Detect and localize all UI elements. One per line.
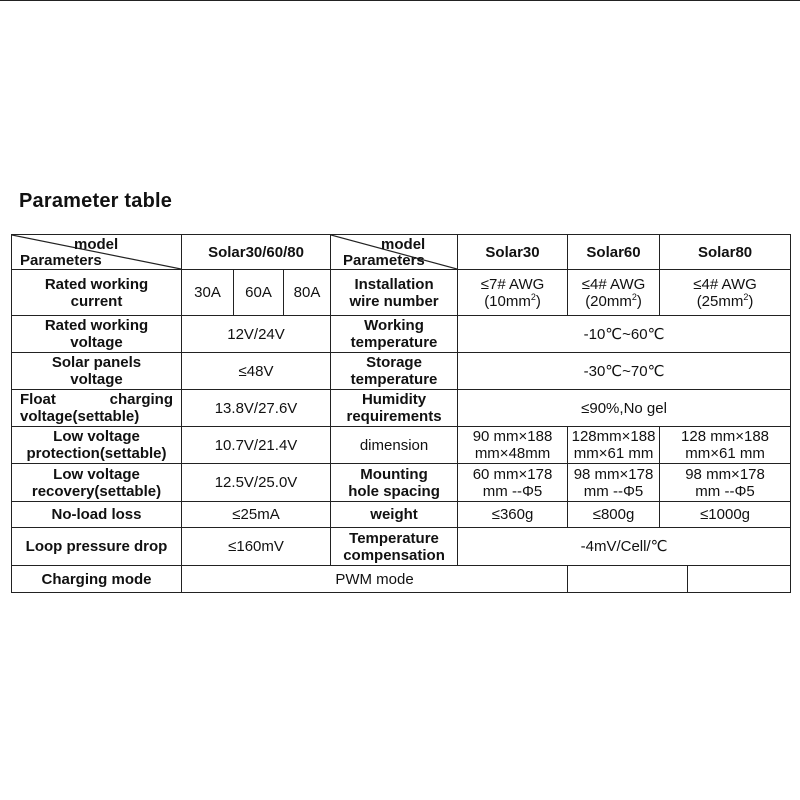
- dimension-solar60: 128mm×188 mm×61 mm: [568, 427, 660, 464]
- dimension-solar30: 90 mm×188 mm×48mm: [458, 427, 568, 464]
- parameter-table: [11, 234, 791, 593]
- solar30-header: Solar30: [458, 235, 568, 270]
- solar-voltage-label: Solar panels voltage: [12, 353, 182, 390]
- wire-solar60: ≤4# AWG $(20mm^2)$: [568, 270, 660, 316]
- model-label: model: [74, 236, 119, 253]
- humidity-value: ≤90%,No gel: [458, 390, 791, 427]
- no-load-label: No-load loss: [12, 502, 182, 528]
- parameters-label: Parameters: [343, 252, 425, 269]
- storage-temp-value: -30℃~70℃: [458, 353, 791, 390]
- solar80-header: Solar80: [660, 235, 791, 270]
- temp-comp-label: Temperature compensation: [331, 528, 458, 566]
- empty-cell: [568, 566, 688, 593]
- temp-comp-value: -4mV/Cell/℃: [458, 528, 791, 566]
- current-60a: 60A: [234, 270, 284, 316]
- working-temp-value: -10℃~60℃: [458, 316, 791, 353]
- loop-drop-value: ≤160mV: [182, 528, 331, 566]
- table-row: [12, 464, 791, 502]
- page-title: Parameter table: [19, 190, 173, 212]
- mounting-label: Mounting hole spacing: [331, 464, 458, 502]
- low-protection-label: Low voltage protection(settable): [12, 427, 182, 464]
- solar-voltage-value: ≤48V: [182, 353, 331, 390]
- table-row: [12, 390, 791, 427]
- solar60-header: Solar60: [568, 235, 660, 270]
- dimension-label: dimension: [331, 427, 458, 464]
- dimension-solar80: 128 mm×188 mm×61 mm: [660, 427, 791, 464]
- low-recovery-label: Low voltage recovery(settable): [12, 464, 182, 502]
- no-load-value: ≤25mA: [182, 502, 331, 528]
- wire-solar30: ≤7# AWG $(10mm^2)$: [458, 270, 568, 316]
- charging-mode-value: PWM mode: [182, 566, 568, 593]
- rated-voltage-label: Rated working voltage: [12, 316, 182, 353]
- model-parameters-header-right: [331, 235, 458, 270]
- table-row: [12, 427, 791, 464]
- mounting-solar80: 98 mm×178 mm --Φ5: [660, 464, 791, 502]
- table-row: [12, 528, 791, 566]
- table-row: [12, 316, 791, 353]
- weight-solar30: ≤360g: [458, 502, 568, 528]
- float-voltage-label: Float charging voltage(settable): [12, 390, 182, 427]
- parameters-label: Parameters: [20, 252, 102, 269]
- humidity-label: Humidity requirements: [331, 390, 458, 427]
- installation-wire-label: Installation wire number: [331, 270, 458, 316]
- weight-label: weight: [331, 502, 458, 528]
- mounting-solar60: 98 mm×178 mm --Φ5: [568, 464, 660, 502]
- float-voltage-value: 13.8V/27.6V: [182, 390, 331, 427]
- top-border-line: [0, 0, 800, 1]
- weight-solar80: ≤1000g: [660, 502, 791, 528]
- rated-voltage-value: 12V/24V: [182, 316, 331, 353]
- weight-solar60: ≤800g: [568, 502, 660, 528]
- model-parameters-header-left: [12, 235, 182, 270]
- current-80a: 80A: [284, 270, 331, 316]
- wire-solar80: ≤4# AWG $(25mm^2)$: [660, 270, 791, 316]
- low-protection-value: 10.7V/21.4V: [182, 427, 331, 464]
- model-label: model: [381, 236, 426, 253]
- empty-cell: [688, 566, 791, 593]
- rated-current-label: Rated working current: [12, 270, 182, 316]
- header-row: [12, 235, 791, 270]
- working-temp-label: Working temperature: [331, 316, 458, 353]
- loop-drop-label: Loop pressure drop: [12, 528, 182, 566]
- table-row: [12, 270, 791, 316]
- solar-combined-header: Solar30/60/80: [182, 235, 331, 270]
- storage-temp-label: Storage temperature: [331, 353, 458, 390]
- low-recovery-value: 12.5V/25.0V: [182, 464, 331, 502]
- table-row: [12, 502, 791, 528]
- current-30a: 30A: [182, 270, 234, 316]
- charging-mode-label: Charging mode: [12, 566, 182, 593]
- table-row: [12, 353, 791, 390]
- mounting-solar30: 60 mm×178 mm --Φ5: [458, 464, 568, 502]
- table-row: [12, 566, 791, 593]
